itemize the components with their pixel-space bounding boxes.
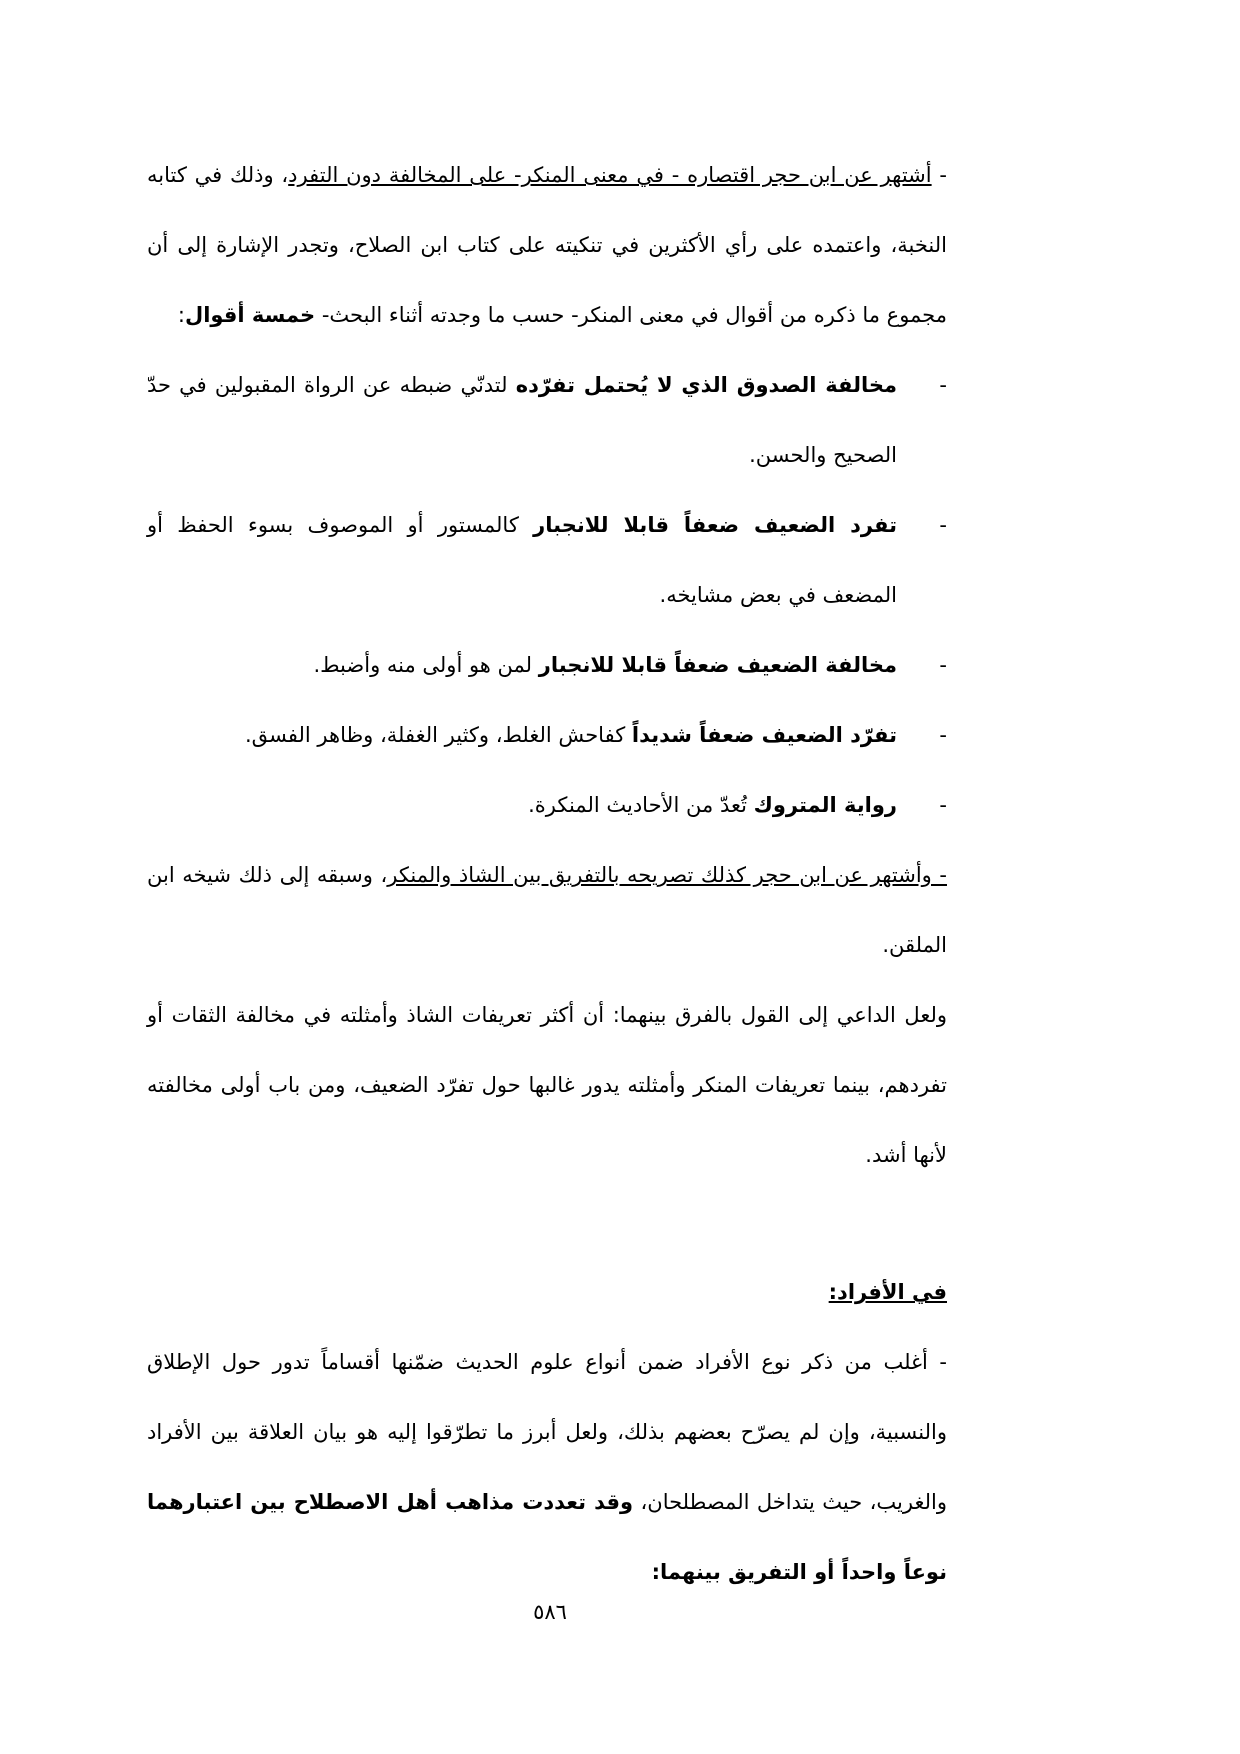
list-item — [147, 630, 947, 700]
list-item-text: كفاحش الغلط، وكثير الغفلة، وظاهر الفسق. — [244, 723, 632, 747]
list-item-text: تُعدّ من الأحاديث المنكرة. — [528, 793, 754, 817]
list-dash: - — [939, 723, 947, 747]
list-item-text: لتدنّي ضبطه عن الرواة المقبولين في حدّ الصحيح والحسن. — [147, 373, 897, 467]
list-item — [147, 350, 947, 490]
list-item-bold: رواية المتروك — [753, 793, 897, 817]
list-dash: - — [939, 373, 947, 397]
list-item-text: كالمستور أو الموصوف بسوء الحفظ أو المضعف في بعض مشايخه. — [147, 513, 897, 607]
list-item-bold: تفرد الضعيف ضعفاً قابلا للانجبار — [533, 513, 897, 537]
intro-underlined: أشتهر عن ابن حجر اقتصاره - في معنى المنكر- على المخالفة دون التفرد — [288, 163, 932, 187]
intro-text: ، وذلك في كتابه النخبة، واعتمده على رأي الأكثرين في تنكيته على كتاب ابن الصلاح، وتجدر الإشارة إلى أن مجموع ما ذكره من أقوال في معنى المنكر- حسب ما وجدته أثناء البحث- — [147, 163, 947, 327]
distinction-underlined: - وأشتهر عن ابن حجر كذلك تصريحه بالتفريق بين الشاذ والمنكر — [387, 863, 947, 887]
reason-paragraph: ولعل الداعي إلى القول بالفرق بينهما: أن أكثر تعريفات الشاذ وأمثلته في مخالفة الثقات أو تفردهم، بينما تعريفات المنكر وأمثلته يدور غالبها حول تفرّد الضعيف، ومن باب أولى مخالفته لأنها أشد. — [147, 1003, 947, 1167]
list-dash: - — [939, 653, 947, 677]
list-item-text: لمن هو أولى منه وأضبط. — [313, 653, 539, 677]
list-dash: - — [939, 513, 947, 537]
section-heading: في الأفراد: — [828, 1280, 947, 1304]
list-item-bold: مخالفة الصدوق الذي لا يُحتمل تفرّده — [515, 373, 897, 397]
document-body — [147, 140, 947, 1607]
intro-bold: خمسة أقوال — [185, 303, 316, 327]
distinction-text: ، وسبقه إلى ذلك شيخه ابن الملقن. — [147, 863, 947, 957]
page-number: ٥٨٦ — [533, 1600, 567, 1624]
list-item-bold: مخالفة الضعيف ضعفاً قابلا للانجبار — [538, 653, 897, 677]
afrad-text: - أغلب من ذكر نوع الأفراد ضمن أنواع علوم الحديث ضمّنها أقساماً تدور حول الإطلاق والنسبية، وإن لم يصرّح بعضهم بذلك، ولعل أبرز ما تطرّقوا إليه هو بيان العلاقة بين الأفراد والغريب، حيث يتداخل المصطلحان، — [147, 1350, 947, 1514]
intro-dash: - — [939, 163, 947, 187]
list-item — [147, 770, 947, 840]
list-item-bold: تفرّد الضعيف ضعفاً شديداً — [631, 723, 897, 747]
distinction-paragraph — [147, 840, 947, 980]
intro-end: : — [177, 303, 185, 327]
afrad-paragraph — [147, 1327, 947, 1607]
definitions-list — [147, 350, 947, 840]
list-dash: - — [939, 793, 947, 817]
afrad-bold: وقد تعددت مذاهب أهل الاصطلاح بين اعتبارهما نوعاً واحداً أو التفريق بينهما: — [147, 1490, 947, 1584]
intro-paragraph — [147, 140, 947, 350]
list-item — [147, 490, 947, 630]
list-item — [147, 700, 947, 770]
